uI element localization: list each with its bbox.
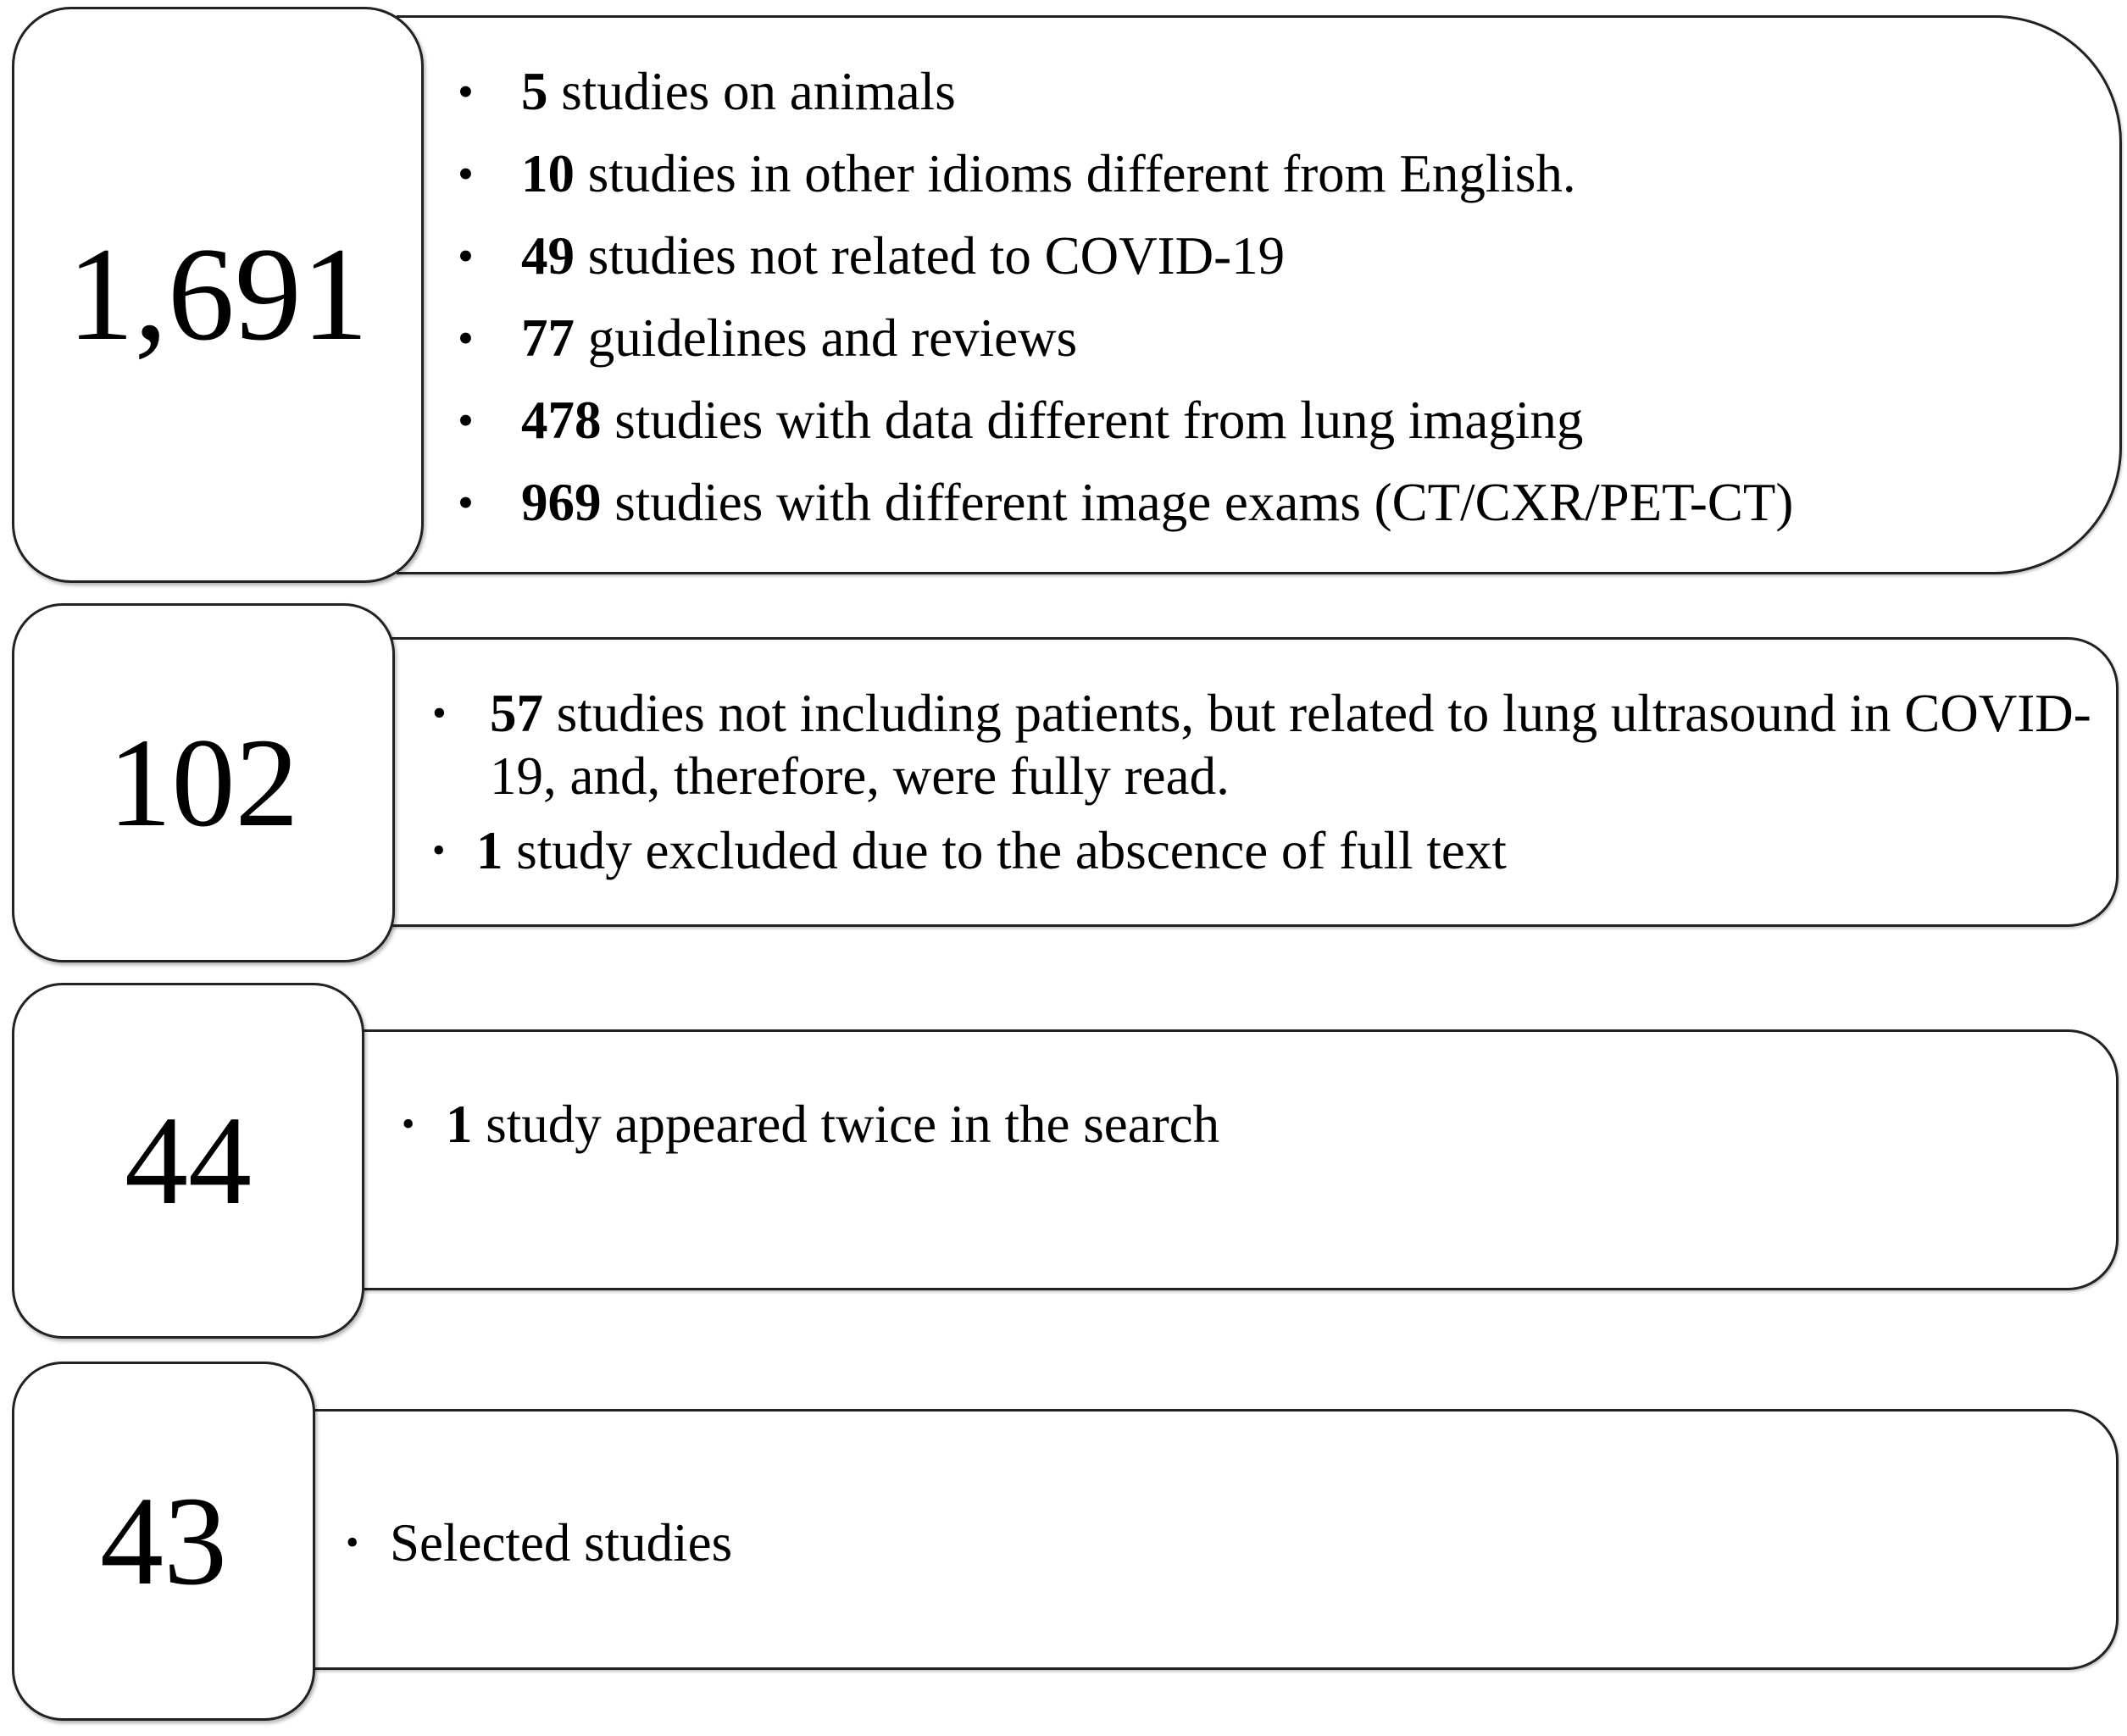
- list-item: [458, 220, 2068, 302]
- item-number: 478: [521, 391, 602, 450]
- count-value: 43: [100, 1471, 227, 1611]
- item-text: studies not related to COVID-19: [575, 226, 1286, 286]
- list-item: [458, 138, 2068, 220]
- list-item: [432, 819, 2110, 882]
- list-item: [458, 385, 2068, 467]
- count-box: [12, 603, 395, 962]
- item-number: 1: [476, 821, 503, 880]
- list-item: [458, 302, 2068, 385]
- item-number: 49: [521, 226, 575, 286]
- bullet-icon: •: [458, 230, 474, 281]
- count-box: [12, 1362, 315, 1721]
- exclusion-list: [432, 682, 2110, 882]
- item-text: study appeared twice in the search: [472, 1095, 1220, 1154]
- item-number: 5: [521, 62, 548, 121]
- bullet-icon: •: [458, 313, 474, 363]
- item-number: 10: [521, 144, 575, 203]
- list-item: [402, 1093, 2088, 1156]
- item-text: studies on animals: [547, 62, 956, 121]
- count-value: 102: [108, 713, 299, 853]
- exclusion-list: [458, 56, 2068, 549]
- item-text: studies in other idioms different from English.: [575, 144, 1576, 203]
- bullet-icon: •: [458, 477, 474, 528]
- exclusion-list: [402, 1093, 2088, 1156]
- item-text: Selected studies: [390, 1513, 733, 1572]
- item-text: study excluded due to the abscence of full text: [503, 821, 1507, 880]
- result-list: [346, 1511, 2083, 1574]
- item-number: 57: [490, 684, 543, 743]
- item-number: 1: [446, 1095, 473, 1154]
- item-number: 969: [521, 473, 602, 532]
- bullet-icon: •: [458, 395, 474, 446]
- count-box: [12, 7, 424, 583]
- list-item: [458, 56, 2068, 138]
- bullet-icon: •: [432, 691, 447, 735]
- list-item: [458, 467, 2068, 549]
- item-text: studies with data different from lung imaging: [601, 391, 1584, 450]
- bullet-icon: •: [458, 66, 474, 117]
- item-text: guidelines and reviews: [575, 308, 1078, 368]
- bullet-icon: •: [432, 829, 446, 871]
- bullet-icon: •: [402, 1103, 415, 1145]
- item-text: studies with different image exams (CT/CXR/PET-CT): [601, 473, 1794, 532]
- list-item: [432, 682, 2110, 807]
- item-text: studies not including patients, but related to lung ultrasound in COVID-19, and, therefore, were fully read.: [490, 684, 2091, 806]
- item-number: 77: [521, 308, 575, 368]
- count-box: [12, 983, 364, 1339]
- count-value: 1,691: [67, 220, 369, 369]
- list-item: [346, 1511, 2083, 1574]
- exclusion-panel: [347, 1029, 2119, 1290]
- count-value: 44: [125, 1090, 252, 1231]
- bullet-icon: •: [458, 148, 474, 199]
- bullet-icon: •: [346, 1522, 359, 1563]
